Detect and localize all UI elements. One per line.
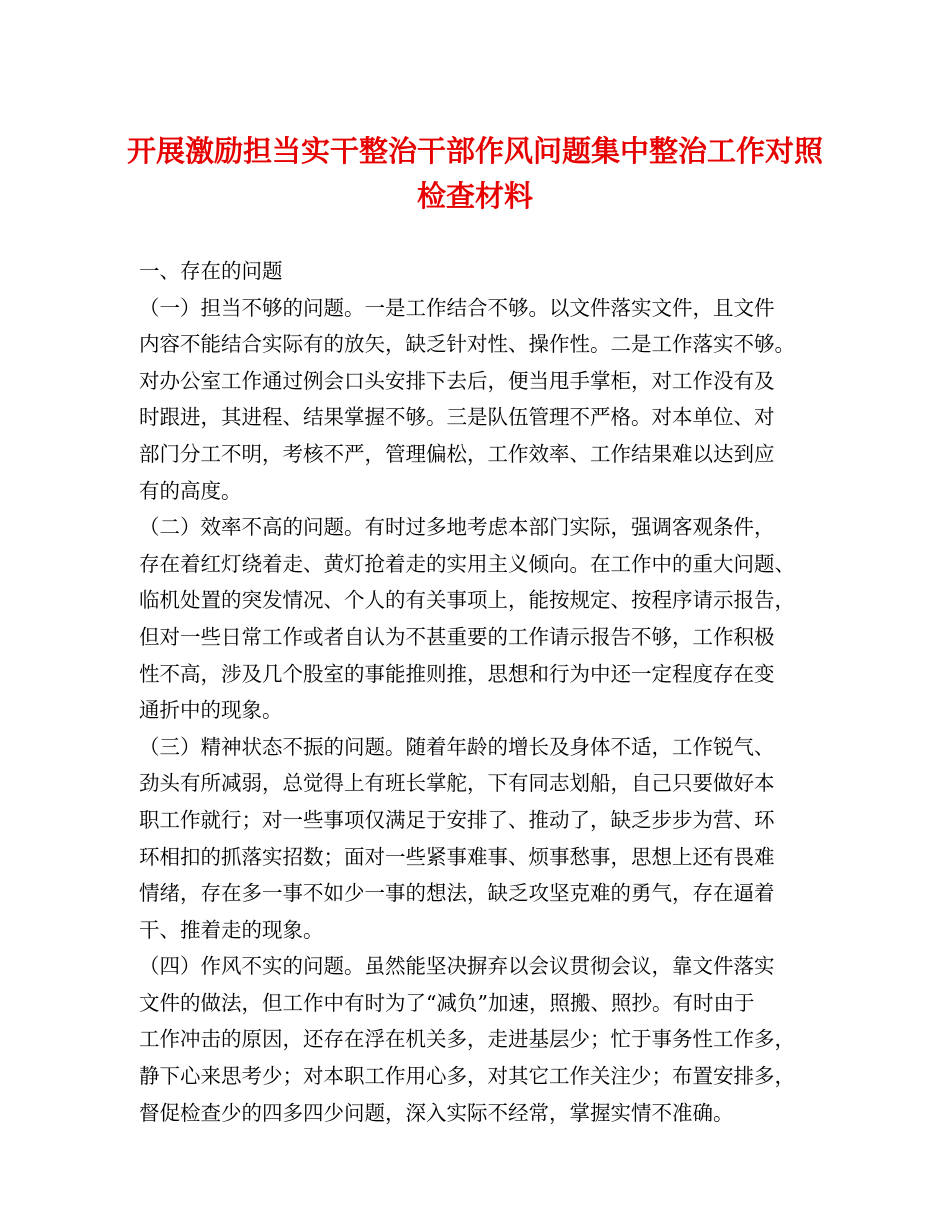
paragraph-line: 有的高度。	[139, 478, 242, 503]
paragraph-line: 通折中的现象。	[139, 698, 283, 723]
paragraph-line: 存在着红灯绕着走、黄灯抢着走的实用主义倾向。在工作中的重大问题、	[139, 551, 795, 576]
document-title-line-2: 检查材料	[416, 179, 533, 213]
paragraph-line: 工作冲击的原因，还存在浮在机关多，走进基层少；忙于事务性工作多，	[139, 1027, 795, 1052]
paragraph-line: （三）精神状态不振的问题。随着年龄的增长及身体不适，工作锐气、	[139, 734, 775, 759]
paragraph-line: （二）效率不高的问题。有时过多地考虑本部门实际，强调客观条件，	[139, 515, 775, 540]
paragraph-line: 文件的做法，但工作中有时为了“减负”加速，照搬、照抄。有时由于	[139, 990, 755, 1015]
paragraph-line: 部门分工不明，考核不严，管理偏松，工作效率、工作结果难以达到应	[139, 441, 775, 466]
paragraph-line: 督促检查少的四多四少问题，深入实际不经常，掌握实情不准确。	[139, 1100, 734, 1125]
paragraph-line: 但对一些日常工作或者自认为不甚重要的工作请示报告不够，工作积极	[139, 624, 775, 649]
paragraph-line: 劲头有所减弱，总觉得上有班长掌舵，下有同志划船，自己只要做好本	[139, 771, 775, 796]
paragraph-line: 时跟进，其进程、结果掌握不够。三是队伍管理不严格。对本单位、对	[139, 405, 775, 430]
paragraph-line: 对办公室工作通过例会口头安排下去后，便当甩手掌柜，对工作没有及	[139, 368, 775, 393]
paragraph-line: 干、推着走的现象。	[139, 917, 324, 942]
paragraph-line: 静下心来思考少；对本职工作用心多，对其它工作关注少；布置安排多，	[139, 1064, 795, 1089]
paragraph-line: 环相扣的抓落实招数；面对一些紧事难事、烦事愁事，思想上还有畏难	[139, 844, 775, 869]
paragraph-line: 性不高，涉及几个股室的事能推则推，思想和行为中还一定程度存在变	[139, 661, 775, 686]
paragraph-line: 情绪，存在多一事不如少一事的想法，缺乏攻坚克难的勇气，存在逼着	[139, 881, 775, 906]
paragraph-line: 内容不能结合实际有的放矢，缺乏针对性、操作性。二是工作落实不够。	[139, 332, 795, 357]
document-body	[139, 253, 829, 1131]
section-heading: 一、存在的问题	[139, 259, 283, 283]
paragraph-line: （一）担当不够的问题。一是工作结合不够。以文件落实文件，且文件	[139, 295, 775, 320]
paragraph-line: 职工作就行；对一些事项仅满足于安排了、推动了，缺乏步步为营、环	[139, 807, 775, 832]
document-title-line-1: 开展激励担当实干整治干部作风问题集中整治工作对照	[126, 134, 823, 168]
paragraph-line: （四）作风不实的问题。虽然能坚决摒弃以会议贯彻会议，靠文件落实	[139, 954, 775, 979]
paragraph-line: 临机处置的突发情况、个人的有关事项上，能按规定、按程序请示报告，	[139, 588, 795, 613]
